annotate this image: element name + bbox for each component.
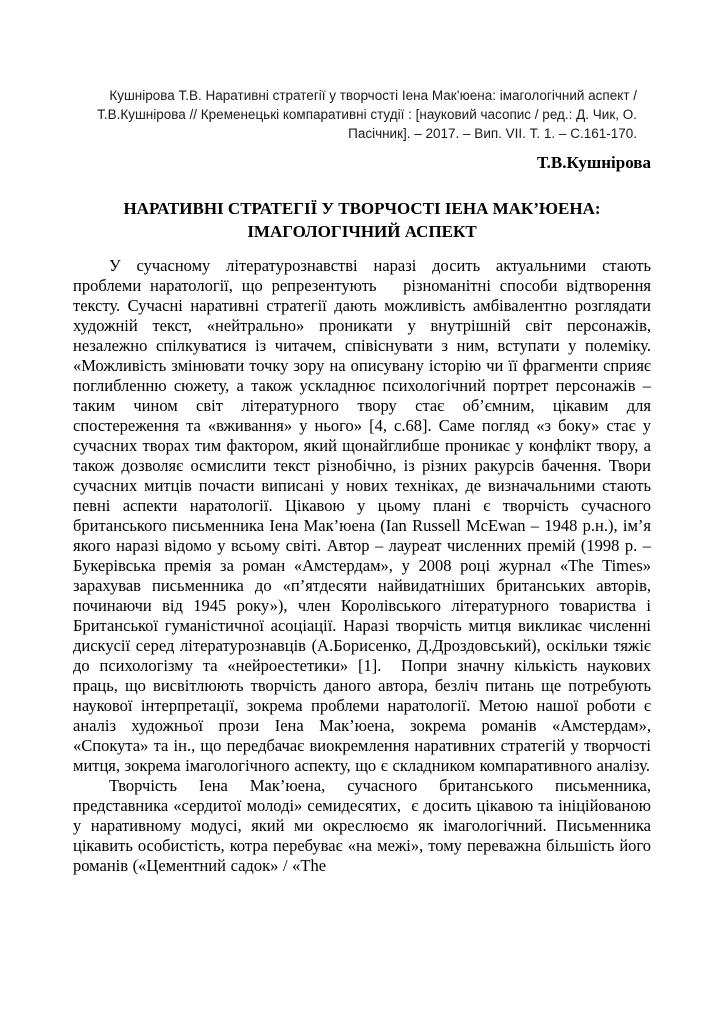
citation-line: Пасічник]. – 2017. – Вип. VII. Т. 1. – С.161-170.	[348, 126, 637, 141]
citation-line: Кушнірова Т.В. Наративні стратегії у творчості Іена Мак’юена: імагологічний аспект /	[109, 88, 637, 103]
article-body	[73, 256, 651, 876]
citation-header	[73, 86, 651, 143]
title-line: ІМАГОЛОГІЧНИЙ АСПЕКТ	[247, 222, 477, 241]
title-line: НАРАТИВНІ СТРАТЕГІЇ У ТВОРЧОСТІ ІЕНА МАК’ЮЕНА:	[123, 199, 601, 218]
article-title	[73, 197, 651, 243]
citation-line: Т.В.Кушнірова // Кременецькі компаративні студії : [науковий часопис / ред.: Д. Чик, О.	[97, 107, 637, 122]
body-paragraph: У сучасному літературознавстві наразі досить актуальними стають проблеми наратології, що репрезентують різноманітні способи відтворення тексту. Сучасні наративні стратегії дають можливість амбівалентно розглядати художній текст, «нейтрально» проникати у внутрішній світ персонажів, незалежно спілкуватися із читачем, співіснувати з ним, вступати у полеміку. «Можливість змінювати точку зору на описувану історію чи її фрагменти сприяє поглибленню сюжету, а також ускладнює психологічний портрет персонажів – таким чином світ літературного твору стає об’ємним, цікавим для спостереження та «вживання» у нього» [4, с.68]. Саме погляд «з боку» стає у сучасних творах тим фактором, який щонайглибше проникає у конфлікт твору, а також дозволяє осмислити текст різнобічно, із різних ракурсів бачення. Твори сучасних митців почасти виписані у нових техніках, де визначальними стають певні аспекти наратології. Цікавою у цьому плані є творчість сучасного британського письменника Іена Мак’юена (Ian Russell McEwan – 1948 р.н.), ім’я якого наразі відомо у всьому світі. Автор – лауреат численних премій (1998 р. – Букерівська премія за роман «Амстердам», у 2008 році журнал «The Times» зарахував письменника до «п’ятдесяти найвидатніших британських авторів, починаючи від 1945 року»), член Королівського літературного товариства і Британської гуманістичної асоціації. Наразі творчість митця викликає численні дискусії серед літературознавців (А.Борисенко, Д.Дроздовський), оскільки тяжіє до психологізму та «нейроестетики» [1]. Попри значну кількість наукових праць, що висвітлюють творчість даного автора, безліч питань ще потребують наукової інтерпретації, зокрема проблеми наратології. Метою нашої роботи є аналіз художньої прози Іена Мак’юена, зокрема романів «Амстердам», «Спокута» та ін., що передбачає виокремлення наративних стратегій у творчості митця, зокрема імагологічного аспекту, що є складником компаративного аналізу.	[73, 256, 651, 775]
body-paragraph: Творчість Іена Мак’юена, сучасного британського письменника, представника «сердитої молоді» семидесятих, є досить цікавою та ініційованою у наративному модусі, який ми окреслюємо як імагологічний. Письменника цікавить особистість, котра перебуває «на межі», тому переважна більшість його романів («Цементний садок» / «The	[73, 776, 651, 875]
author-name: Т.В.Кушнірова	[537, 153, 651, 172]
